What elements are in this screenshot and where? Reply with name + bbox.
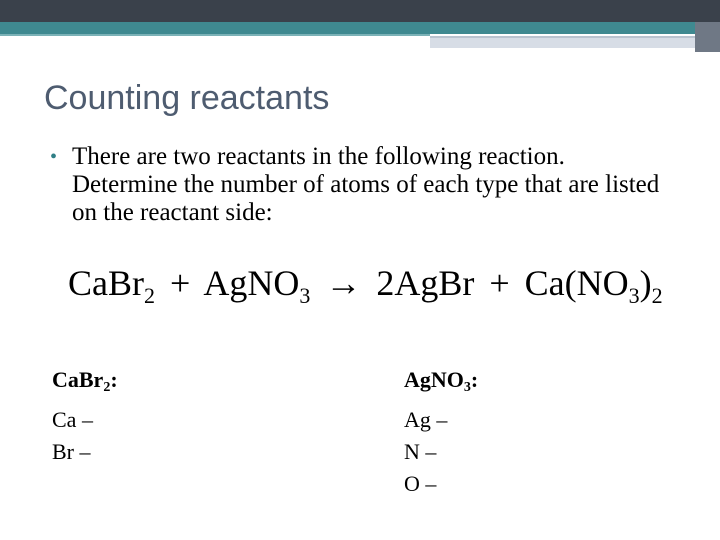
header-right-strip bbox=[695, 22, 720, 52]
right-heading-colon: : bbox=[470, 367, 479, 392]
left-heading-formula: CaBr bbox=[52, 367, 104, 392]
right-item-ag: Ag – bbox=[404, 407, 448, 432]
left-heading-subscript: 2 bbox=[103, 380, 111, 395]
bullet-text: There are two reactants in the following reaction. Determine the number of atoms of each type that are listed on the reactant side: bbox=[72, 143, 660, 226]
product-2-part-b: ) bbox=[639, 263, 652, 303]
reaction-arrow-icon: → bbox=[325, 263, 362, 303]
right-heading-subscript: 3 bbox=[463, 380, 471, 395]
right-item-o: O – bbox=[404, 471, 437, 496]
left-column-heading bbox=[52, 364, 118, 404]
plus-sign-2: + bbox=[489, 263, 510, 303]
left-heading-colon: : bbox=[110, 367, 118, 392]
right-column bbox=[404, 364, 478, 500]
header-band-dark bbox=[0, 0, 720, 22]
reactant-1: CaBr bbox=[68, 263, 144, 303]
left-item-br: Br – bbox=[52, 439, 91, 464]
left-item-ca: Ca – bbox=[52, 407, 93, 432]
header-band-light bbox=[430, 36, 695, 48]
right-column-heading bbox=[404, 364, 478, 404]
reactant-1-subscript: 2 bbox=[144, 283, 155, 308]
left-column bbox=[52, 364, 118, 468]
bullet-icon: • bbox=[50, 146, 58, 168]
product-2-part-a: Ca(NO bbox=[524, 263, 629, 303]
reactant-2: AgNO bbox=[203, 263, 300, 303]
product-2-subscript-1: 3 bbox=[628, 283, 640, 308]
plus-sign-1: + bbox=[170, 263, 191, 303]
header-band-teal bbox=[0, 22, 720, 34]
chemical-equation bbox=[68, 262, 688, 309]
reactant-2-subscript: 3 bbox=[299, 283, 311, 308]
slide-title: Counting reactants bbox=[44, 79, 330, 117]
right-item-n: N – bbox=[404, 439, 437, 464]
product-2-subscript-2: 2 bbox=[651, 283, 663, 308]
bullet-item bbox=[50, 143, 670, 227]
product-1: 2AgBr bbox=[376, 263, 475, 303]
header-accent-line bbox=[0, 34, 430, 36]
right-heading-formula: AgNO bbox=[404, 367, 464, 392]
